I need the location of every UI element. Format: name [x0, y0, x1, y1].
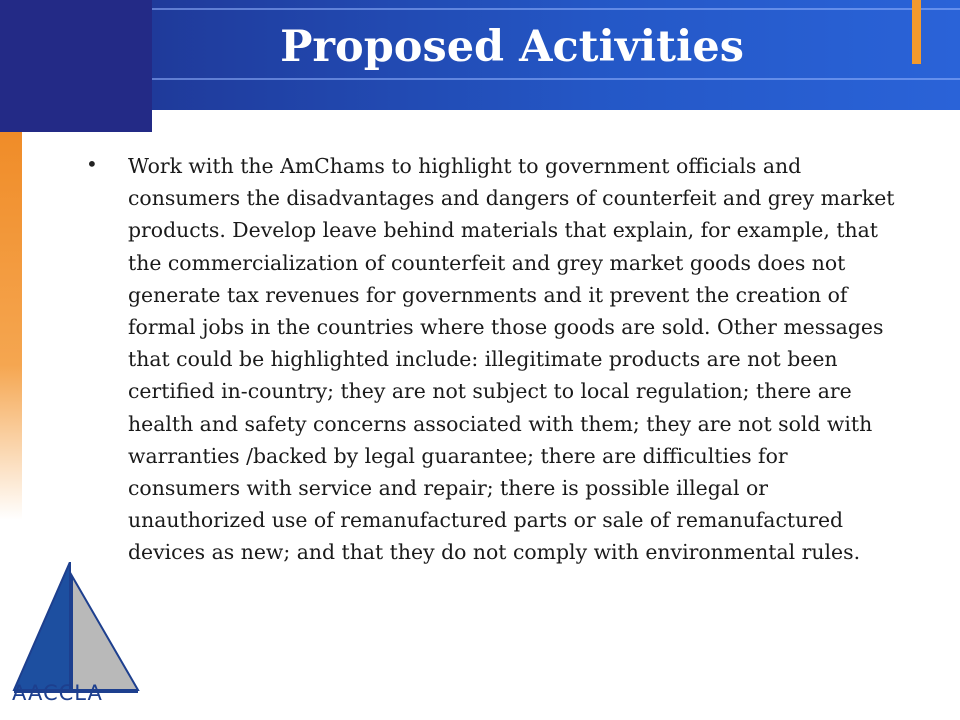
left-accent-bar [0, 132, 22, 520]
header-corner-block [0, 0, 152, 132]
bullet-marker: • [86, 152, 98, 176]
slide-title: Proposed Activities [280, 22, 744, 72]
logo-text: AACCLA [12, 681, 103, 705]
header-decor-line [152, 78, 960, 80]
top-accent-bar [912, 0, 921, 64]
header-decor-line [152, 8, 960, 10]
bullet-item: Work with the AmChams to highlight to government officials and consumers the disadvantages and dangers of counterfeit and grey market products. Develop leave behind materials that explain, for example, that the commercialization of counterfeit and grey market goods does not generate tax revenues for governments and it prevent the creation of formal jobs in the countries where those goods are sold. Other messages that could be highlighted include: illegitimate products are not been certified in-country; they are not subject to local regulation; there are health and safety concerns associated with them; they are not sold with warranties /backed by legal guarantee; there are difficulties for consumers with service and repair; there is possible illegal or unauthorized use of remanufactured parts or sale of remanufactured devices as new; and that they do not comply with environmental rules. [128, 154, 895, 565]
logo-blue-triangle [14, 562, 70, 690]
logo-gray-triangle [72, 576, 138, 690]
